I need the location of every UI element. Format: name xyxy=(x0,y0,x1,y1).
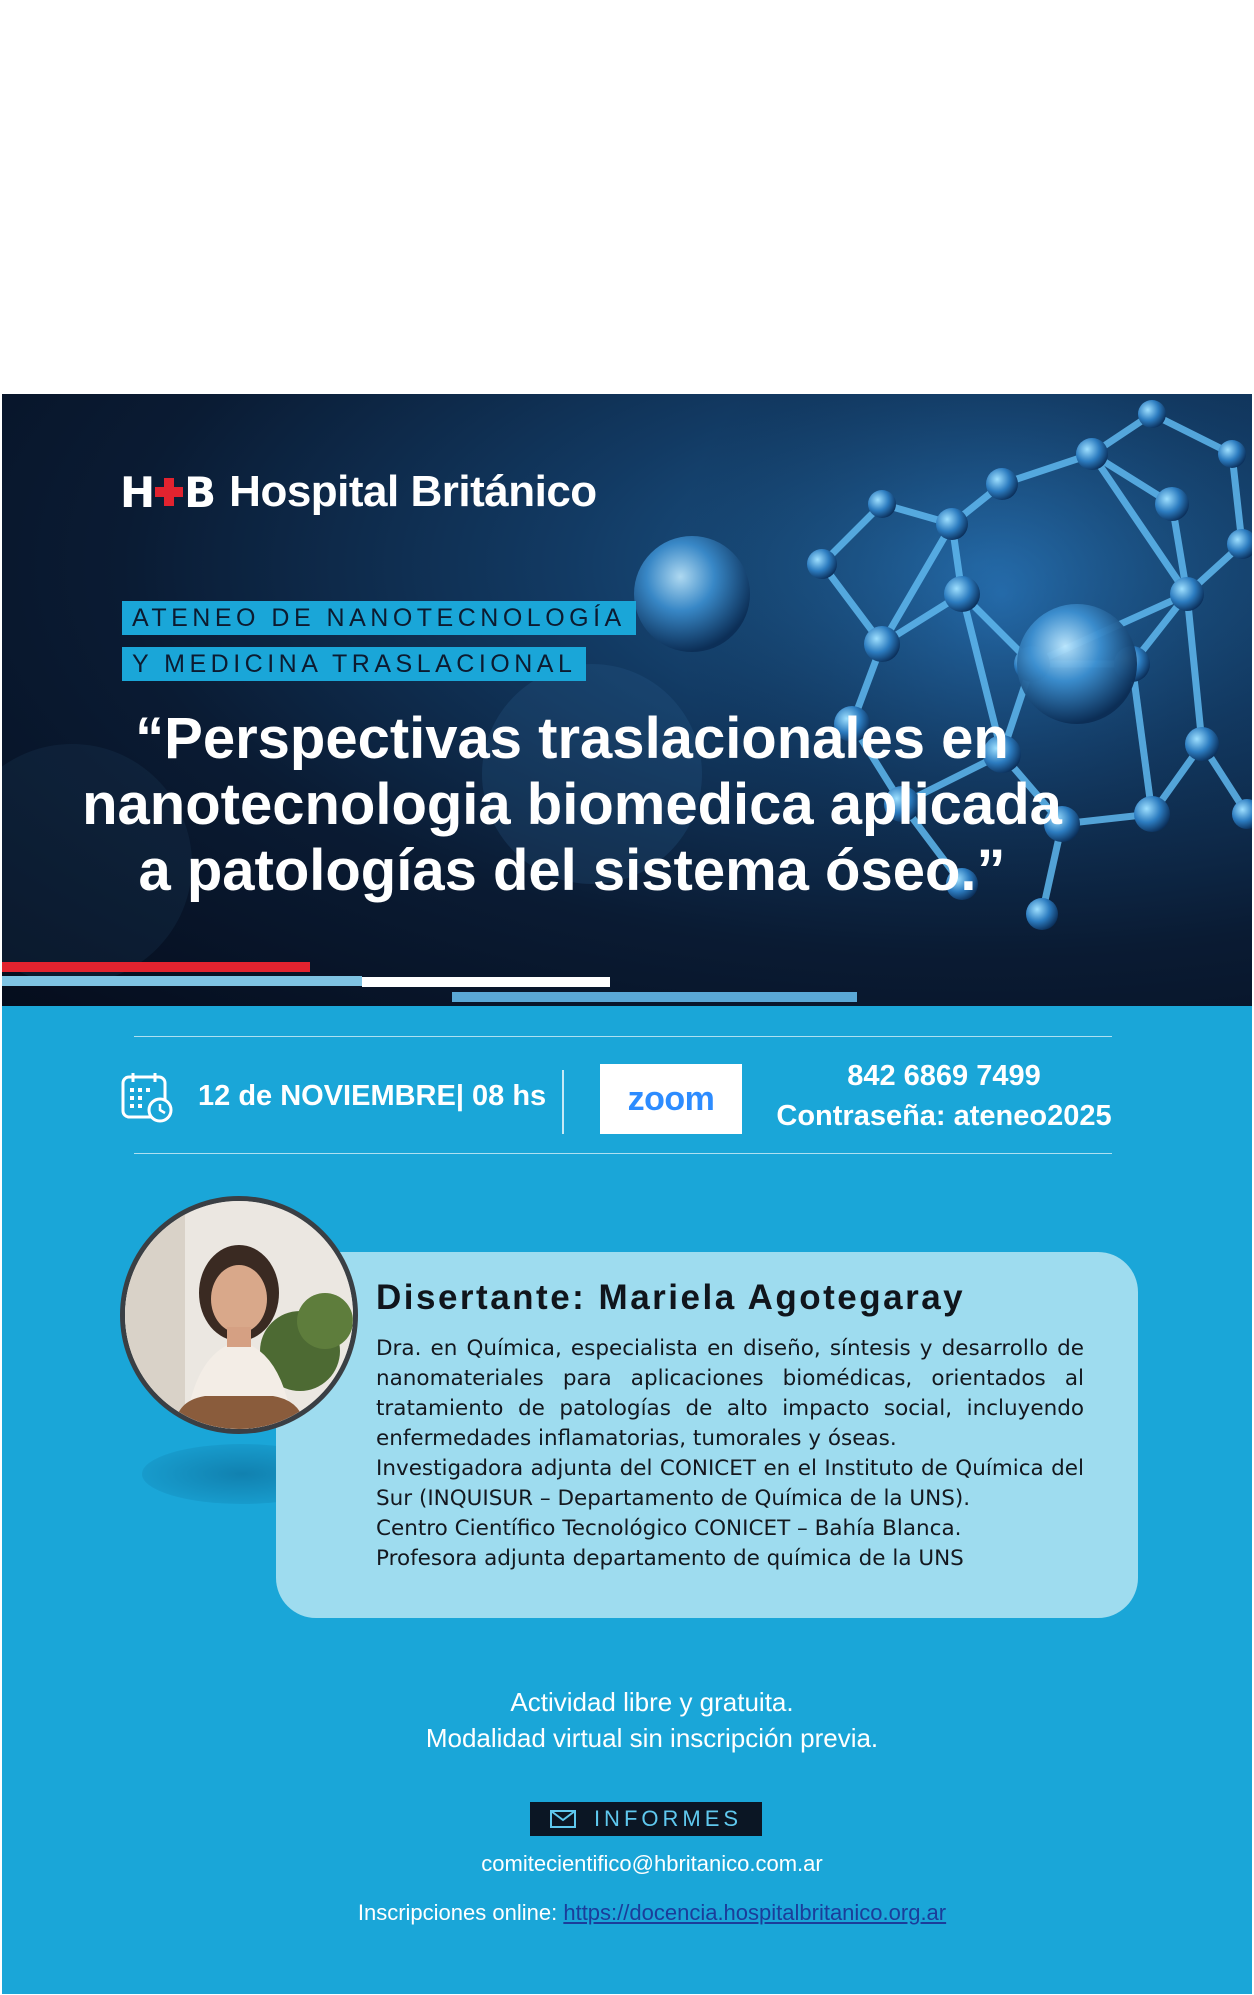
online-label: Inscripciones online: xyxy=(357,1900,558,1925)
hospital-name: Hospital Británico xyxy=(229,467,597,516)
speaker-card xyxy=(276,1252,1138,1618)
event-flyer xyxy=(2,394,1252,1994)
contact-email[interactable]: comitecientifico@hbritanico.com.ar xyxy=(481,1851,823,1876)
hb-logo-mark xyxy=(120,468,215,517)
activity-line-1: Actividad libre y gratuita. xyxy=(510,1687,794,1717)
divider-bottom xyxy=(134,1153,1112,1154)
event-date-time: 12 de NOVIEMBRE| 08 hs xyxy=(198,1080,547,1112)
activity-info xyxy=(302,1684,1002,1756)
divider-top xyxy=(134,1036,1112,1037)
calendar-clock-icon xyxy=(120,1070,174,1124)
bio-paragraph: Profesora adjunta departamento de química de la UNS xyxy=(376,1546,964,1571)
hospital-logo xyxy=(120,467,597,517)
talk-title: “Perspectivas traslacionales en nanotecnologia biomedica aplicada a patologías del sistema óseo.” xyxy=(82,706,1062,903)
event-info-row xyxy=(134,1036,1112,1154)
informes-label: INFORMES xyxy=(593,1806,743,1831)
meeting-password: Contraseña: ateneo2025 xyxy=(776,1100,1112,1132)
bio-paragraph: Dra. en Química, especialista en diseño, síntesis y desarrollo de nanomateriales para aplicaciones biomédicas, orientados al tratamiento de patologías de alto impacto social, incluyendo enfermedades inflamatorias, tumorales y óseas. xyxy=(376,1336,1084,1451)
logo-letter-h: H xyxy=(120,467,155,517)
speaker-heading: Disertante: Mariela Agotegaray xyxy=(376,1278,966,1317)
hero-banner xyxy=(2,394,1252,1006)
divider-vertical xyxy=(562,1070,564,1134)
bio-paragraph: Centro Científico Tecnológico CONICET – Bahía Blanca. xyxy=(376,1516,962,1541)
registration-link[interactable]: https://docencia.hospitalbritanico.org.ar xyxy=(563,1900,947,1925)
accent-bar-blue xyxy=(452,992,857,1002)
zoom-logo: zoom xyxy=(600,1064,742,1134)
speaker-photo xyxy=(120,1196,358,1434)
series-line-2: Y MEDICINA TRASLACIONAL xyxy=(122,647,586,681)
bio-paragraph: Investigadora adjunta del CONICET en el Instituto de Química del Sur (INQUISUR – Departamento de Química de la UNS). xyxy=(376,1456,1084,1511)
online-registration xyxy=(182,1900,1122,1926)
meeting-details xyxy=(774,1056,1114,1136)
speaker-bio xyxy=(376,1334,1084,1574)
accent-bar-red xyxy=(2,962,310,972)
meeting-id: 842 6869 7499 xyxy=(847,1060,1041,1092)
logo-letter-b: B xyxy=(184,467,216,517)
speaker-portrait-illustration xyxy=(125,1201,353,1429)
red-cross-icon xyxy=(155,478,183,506)
accent-bar-light xyxy=(2,976,362,986)
accent-bar-white xyxy=(362,977,610,987)
informes-badge xyxy=(530,1802,762,1836)
series-line-1: ATENEO DE NANOTECNOLOGÍA xyxy=(122,601,636,635)
series-label xyxy=(122,601,636,681)
envelope-icon xyxy=(550,1810,576,1828)
activity-line-2: Modalidad virtual sin inscripción previa. xyxy=(425,1723,879,1753)
